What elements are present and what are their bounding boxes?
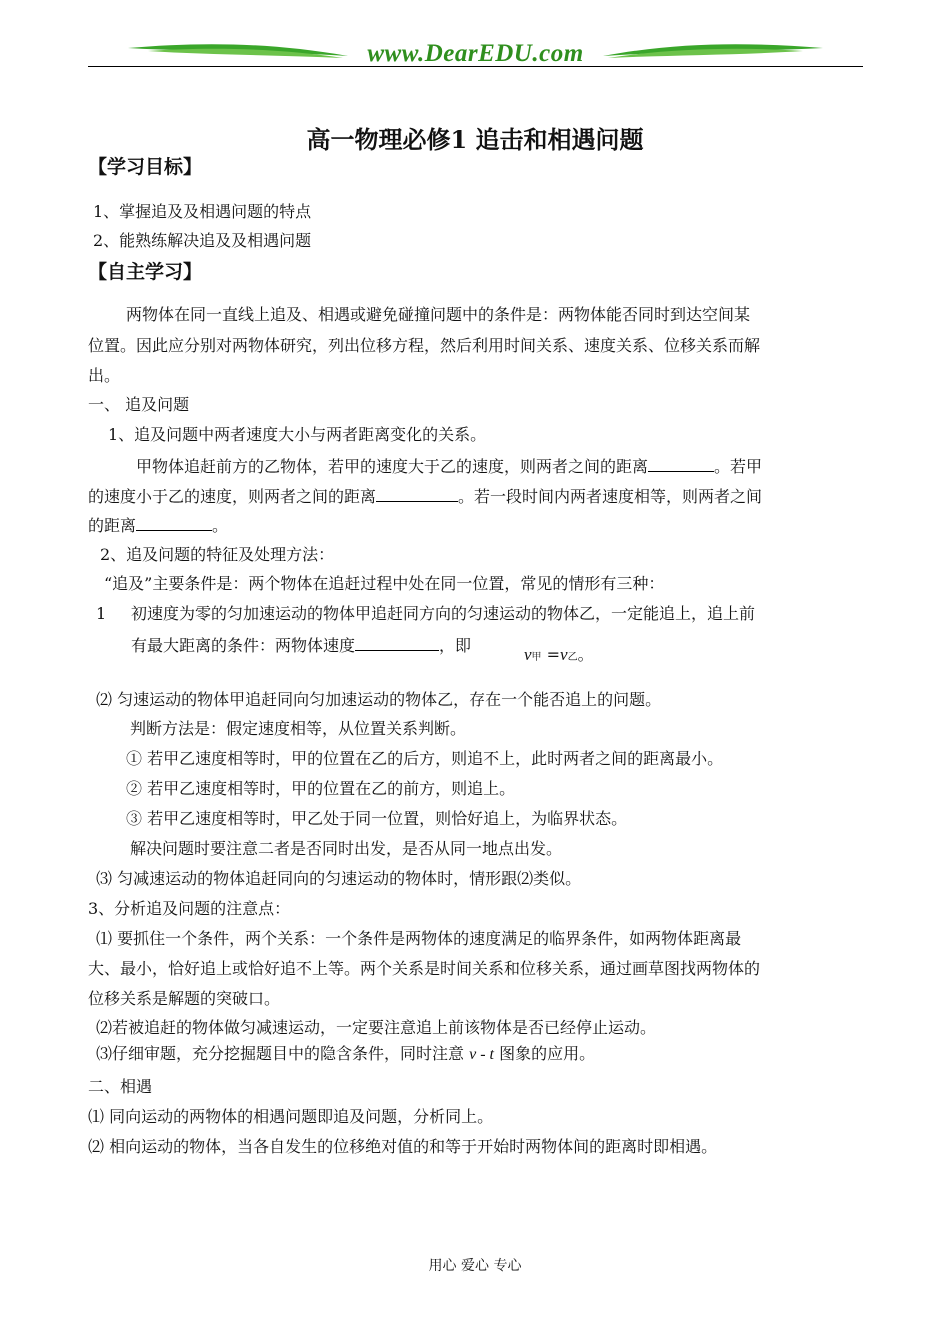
goal-item: 1、掌握追及及相遇问题的特点: [93, 202, 312, 221]
vt-symbol: v - t: [469, 1046, 494, 1063]
page-title: 高一物理必修1 追击和相遇问题: [306, 125, 644, 154]
case2-line: 判断方法是：假定速度相等，从位置关系判断。: [130, 719, 467, 738]
equals-sign: =: [546, 645, 561, 664]
note1-line: 位移关系是解题的突破口。: [88, 989, 281, 1008]
meet-line: ⑴ 同向运动的两物体的相遇问题即追及问题，分析同上。: [88, 1107, 494, 1126]
site-logo-text: www.DearEDU.com: [367, 40, 584, 67]
case2-line: ① 若甲乙速度相等时，甲的位置在乙的后方，则追不上，此时两者之间的距离最小。: [126, 749, 724, 768]
chase-p2-title: 2、追及问题的特征及处理方法：: [100, 545, 335, 564]
study-heading: 【自主学习】: [88, 261, 203, 283]
chase-heading: 一、 追及问题: [88, 395, 190, 414]
fill-blank[interactable]: [355, 634, 439, 651]
case2-line: 解决问题时要注意二者是否同时出发，是否从同一地点出发。: [130, 839, 563, 858]
intro-line: 位置。因此应分别对两物体研究，列出位移方程，然后利用时间关系、速度关系、位移关系而解: [88, 336, 761, 355]
fill-blank[interactable]: [136, 514, 212, 531]
intro-line: 两物体在同一直线上追及、相遇或避免碰撞问题中的条件是：两物体能否同时到达空间某: [126, 305, 751, 324]
note2-line: ⑵若被追赶的物体做匀减速运动，一定要注意追上前该物体是否已经停止运动。: [96, 1018, 657, 1037]
page-footer: 用心 爱心 专心: [428, 1258, 522, 1274]
text-segment: 有最大距离的条件：两物体速度: [131, 636, 356, 655]
text-segment: 的距离: [88, 516, 137, 535]
note1-line: 大、最小，恰好追上或恰好追不上等。两个关系是时间关系和位移关系，通过画草图找两物体的: [88, 959, 761, 978]
meet-heading: 二、相遇: [88, 1077, 153, 1096]
chase-p1-line3: [88, 514, 228, 536]
var-v: v: [560, 645, 568, 664]
chase-p3-title: 3、分析追及问题的注意点：: [88, 899, 291, 918]
case2-line: ③ 若甲乙速度相等时，甲乙处于同一位置，则恰好追上，为临界状态。: [126, 809, 628, 828]
fill-blank[interactable]: [376, 485, 458, 502]
fill-blank[interactable]: [648, 455, 714, 472]
chase-p1-title: 1、追及问题中两者速度大小与两者距离变化的关系。: [108, 425, 487, 444]
text-segment: ，即: [439, 636, 472, 655]
var-v: v: [524, 645, 532, 664]
intro-line: 出。: [88, 366, 121, 385]
subscript-jia: 甲: [531, 652, 542, 663]
text-segment: 。: [212, 516, 229, 535]
case2-line: ⑵ 匀速运动的物体甲追赶同向匀加速运动的物体乙，存在一个能否追上的问题。: [96, 690, 662, 709]
text-segment: 图象的应用。: [499, 1044, 596, 1063]
header-rule: [88, 66, 863, 67]
text-segment: 甲物体追赶前方的乙物体，若甲的速度大于乙的速度，则两者之间的距离: [136, 457, 649, 476]
case1-line2: [131, 634, 471, 656]
meet-line: ⑵ 相向运动的物体，当各自发生的位移绝对值的和等于开始时两物体间的距离时即相遇。: [88, 1137, 718, 1156]
text-segment: 的速度小于乙的速度，则两者之间的距离: [88, 487, 377, 506]
case1-number: 1: [96, 604, 107, 623]
goals-heading: 【学习目标】: [88, 156, 203, 178]
text-segment: 。若甲: [714, 457, 763, 476]
case3-line: ⑶ 匀减速运动的物体追赶同向的匀速运动的物体时，情形跟⑵类似。: [96, 869, 582, 888]
text-segment: ⑶仔细审题，充分挖掘题目中的隐含条件，同时注意: [96, 1044, 465, 1063]
note1-line: ⑴ 要抓住一个条件，两个关系：一个条件是两物体的速度满足的临界条件，如两物体距离最: [96, 929, 742, 948]
text-segment: 。若一段时间内两者速度相等，则两者之间: [458, 487, 763, 506]
velocity-equation: [524, 645, 594, 668]
note3-line: [96, 1044, 595, 1065]
chase-p1-line1: [136, 455, 762, 477]
case2-line: ② 若甲乙速度相等时，甲的位置在乙的前方，则追上。: [126, 779, 516, 798]
subscript-yi: 乙: [567, 652, 578, 663]
chase-p2-intro: “追及”主要条件是：两个物体在追赶过程中处在同一位置，常见的情形有三种：: [104, 574, 665, 593]
chase-p1-line2: [88, 485, 762, 507]
goal-item: 2、能熟练解决追及及相遇问题: [93, 231, 312, 250]
case1-line1: 初速度为零的匀加速运动的物体甲追赶同方向的匀速运动的物体乙，一定能追上，追上前: [131, 604, 756, 623]
text-segment: 。: [577, 645, 594, 664]
